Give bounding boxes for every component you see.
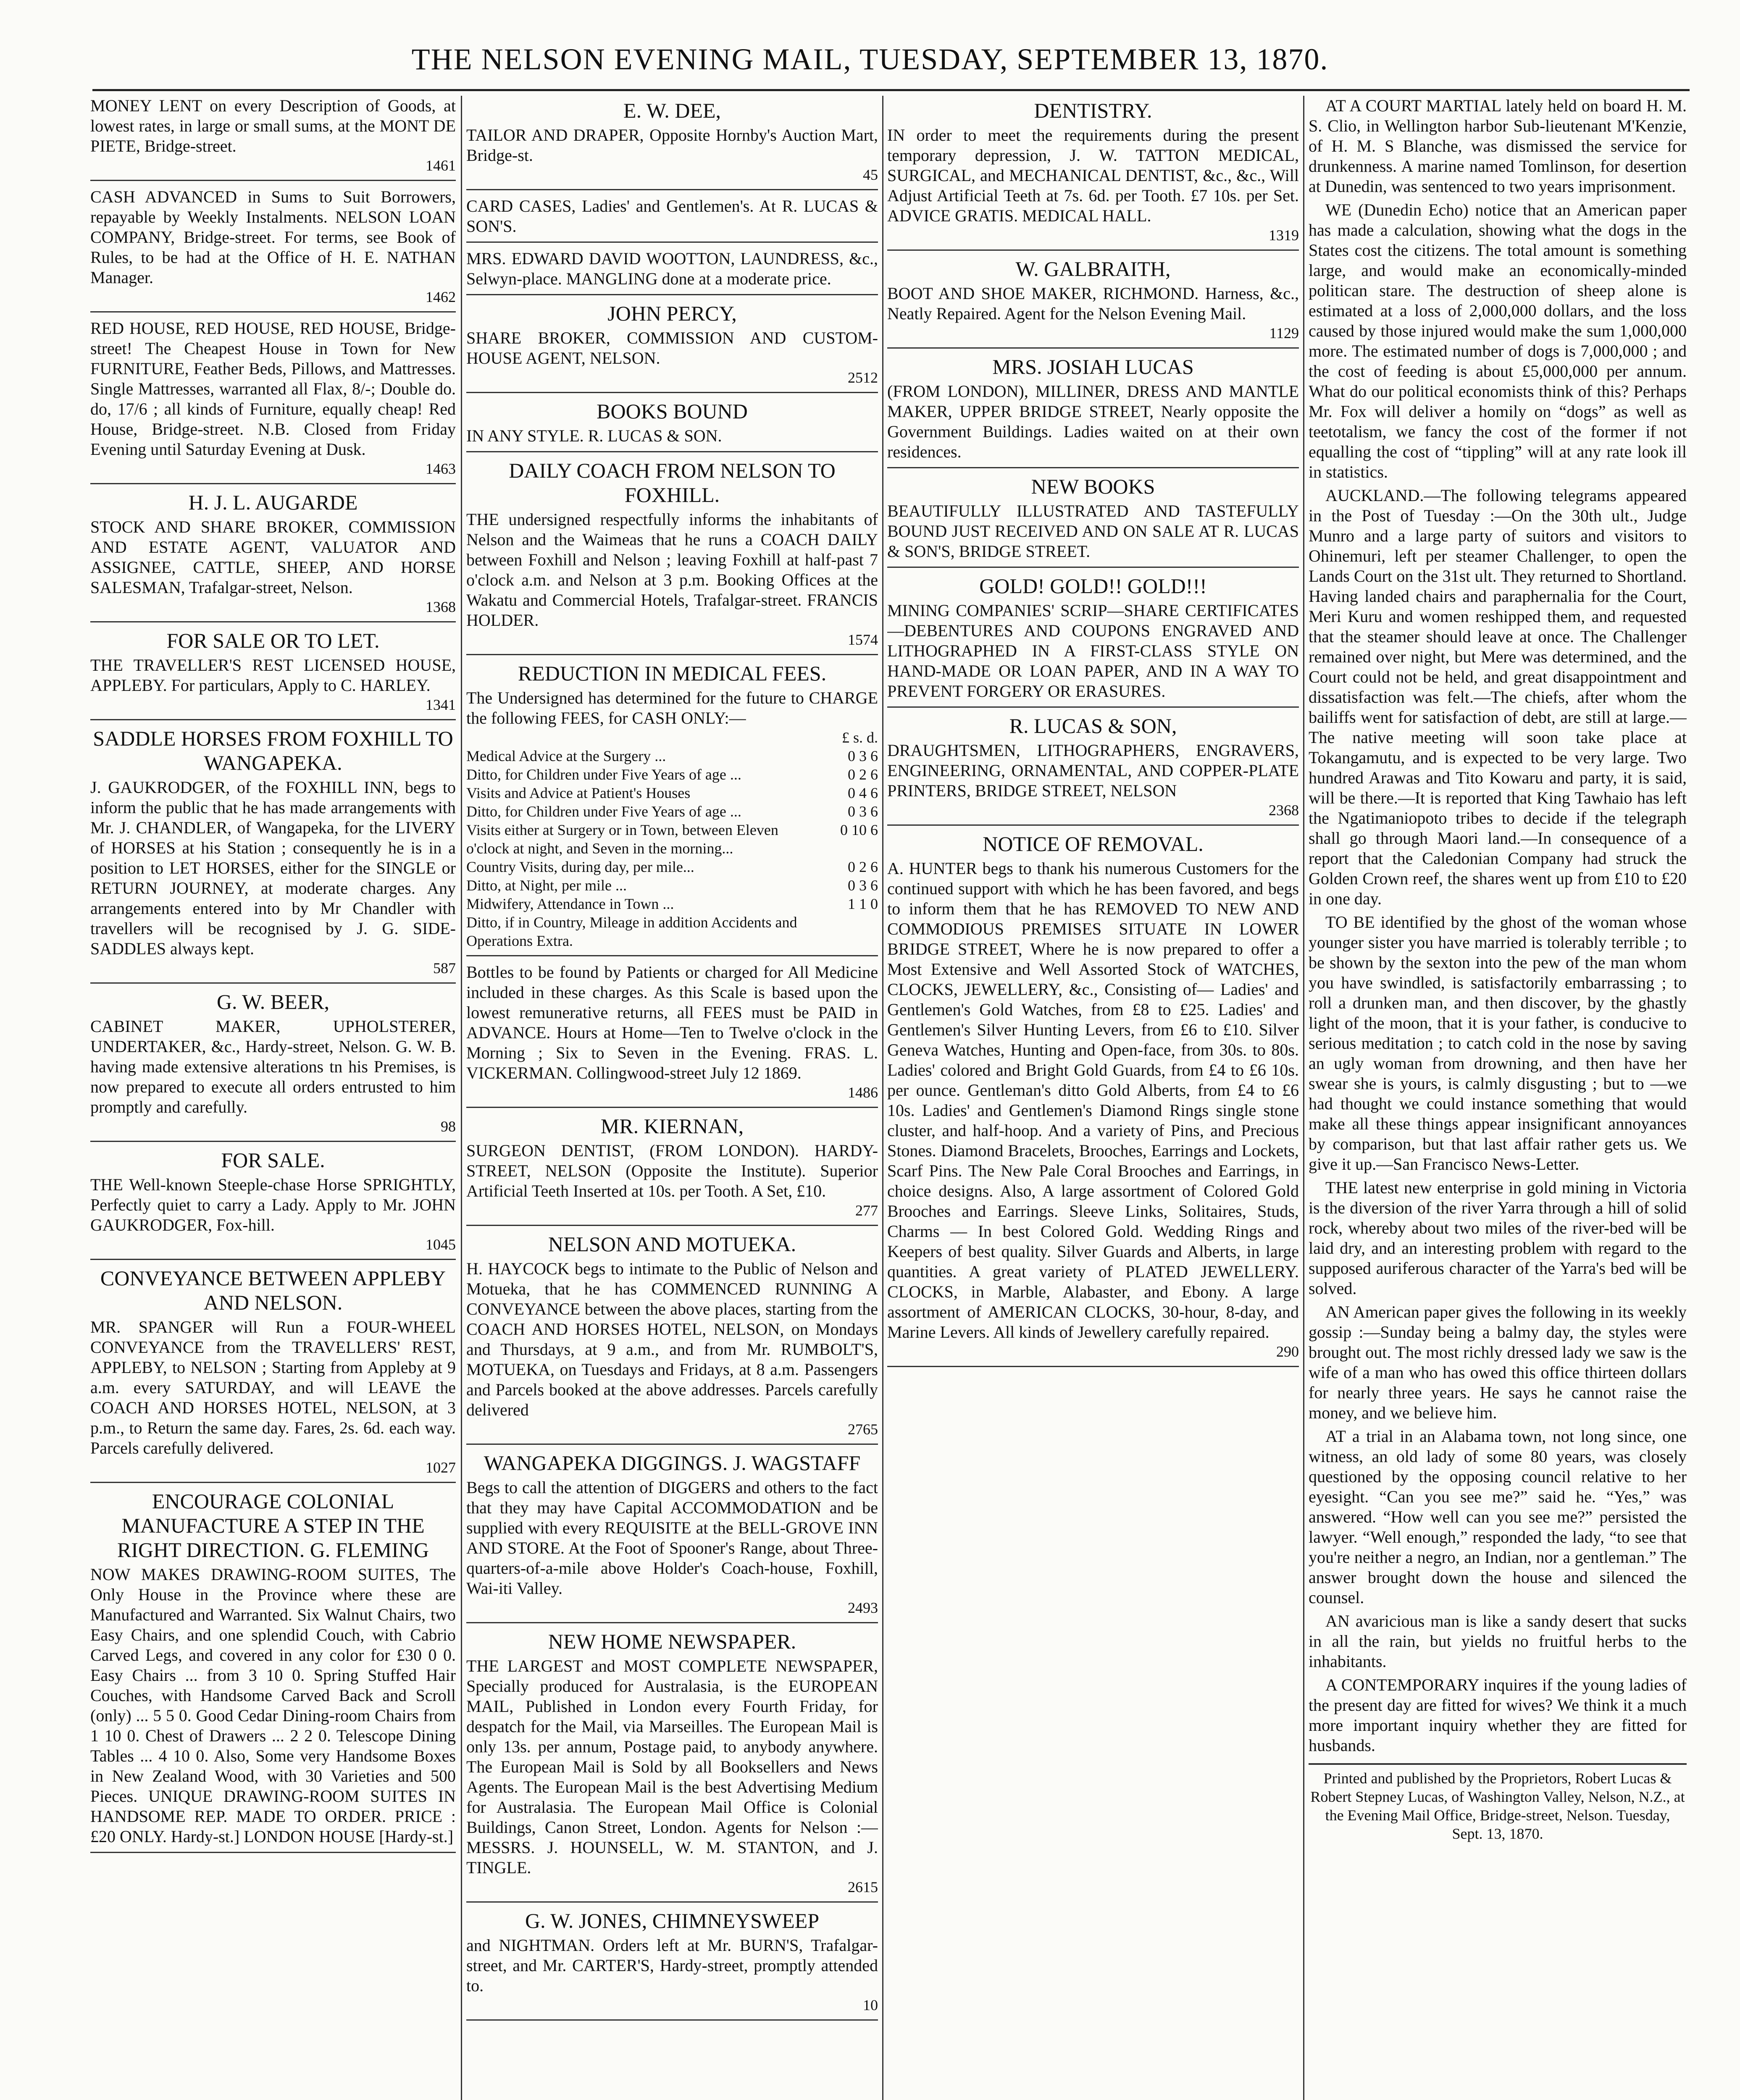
advert-heading: G. W. BEER, xyxy=(216,990,330,1013)
fee-row xyxy=(466,858,878,876)
advert-body: IN ANY STYLE. R. LUCAS & SON. xyxy=(466,426,722,445)
advertisement xyxy=(466,458,878,655)
advertisement xyxy=(90,1266,456,1483)
fee-amount: 0 3 6 xyxy=(848,748,878,764)
advert-heading: G. W. JONES, CHIMNEYSWEEP xyxy=(525,1909,820,1932)
advert-heading: GOLD! GOLD!! GOLD!!! xyxy=(979,574,1207,598)
advertisement xyxy=(466,1451,878,1623)
fee-row xyxy=(466,895,878,913)
fee-amount: 0 4 6 xyxy=(848,785,878,801)
advert-body: SHARE BROKER, COMMISSION AND CUSTOM-HOUSE AGENT, NELSON. xyxy=(466,328,878,368)
advert-heading: NEW BOOKS xyxy=(1031,475,1155,498)
advert-column-3 xyxy=(887,96,1299,2100)
fee-description: Ditto, at Night, per mile ... xyxy=(466,877,627,894)
advert-number: 1027 xyxy=(426,1459,456,1476)
advert-heading: FOR SALE OR TO LET. xyxy=(166,629,380,652)
advert-body: CASH ADVANCED in Sums to Suit Borrowers, repayable by Weekly Instalments. NELSON LOAN COMPANY, Bridge-street. For terms, see Book of Rules, to be had at the Office of H. E. NATHAN Manager. xyxy=(90,187,456,287)
fee-amount: 0 3 6 xyxy=(848,877,878,894)
advert-body: RED HOUSE, RED HOUSE, RED HOUSE, Bridge-street! The Cheapest House in Town for New FURNITURE, Feather Beds, Pillows, and Mattresses. Single Mattresses, warranted all Flax, 8/-; Double do. do, 17/6 ; all kinds of Furniture, equally cheap! Red House, Bridge-street. N.B. Closed from Friday Evening until Saturday Evening at Dusk. xyxy=(90,319,456,459)
advertisement xyxy=(887,832,1299,1367)
advert-number: 1486 xyxy=(848,1084,878,1101)
advert-number: 2615 xyxy=(848,1879,878,1895)
column-rule xyxy=(461,96,462,2100)
news-paragraph: AT a trial in an Alabama town, not long since, one witness, an old lady of some 80 years, was closely questioned by the opposing council relative to her eyesight. “Can you see me?” said he. “Yes,” was answered. “How well can you see me?” persisted the lawyer. “Well enough,” responded the lady, “to see that you're neither a negro, an Indian, nor a gentleman.” The answer brought down the house and silenced the counsel. xyxy=(1309,1427,1687,1607)
advert-number: 1045 xyxy=(426,1236,456,1253)
advert-heading: REDUCTION IN MEDICAL FEES. xyxy=(518,662,827,685)
masthead-title: THE NELSON EVENING MAIL, TUESDAY, SEPTEMBER 13, 1870. xyxy=(411,42,1329,76)
advertisement xyxy=(90,726,456,984)
column-rule xyxy=(1303,96,1304,2100)
fee-row xyxy=(466,765,878,784)
advertisement xyxy=(90,96,456,181)
advert-heading: R. LUCAS & SON, xyxy=(1009,714,1177,738)
advert-heading: NOTICE OF REMOVAL. xyxy=(983,832,1204,856)
fee-row xyxy=(466,747,878,765)
advert-number: 1368 xyxy=(426,598,456,615)
advertisement xyxy=(90,1148,456,1260)
advert-body: A. HUNTER begs to thank his numerous Customers for the continued support with which he has been favored, and begs to inform them that he has REMOVED TO NEW AND COMMODIOUS PREMISES SITUATE IN LOWER BRIDGE STREET, Where he is now prepared to offer a Most Extensive and Well Assorted Stock of WATCHES, CLOCKS, JEWELLERY, &c., Consisting of— Ladies' and Gentlemen's Gold Watches, from £8 to £25. Ladies' and Gentlemen's Silver Hunting Levers, from £6 to £10. Silver Geneva Watches, Hunting and Open-face, from 30s. to 80s. Ladies' colored and Bright Gold Guards, from £4 to £6 10s. per ounce. Gentleman's ditto Gold Alberts, from £4 to £6 10s. Ladies' and Gentlemen's Diamond Rings single stone cluster, and half-hoop. And a variety of Pins, and Precious Stones. Diamond Bracelets, Brooches, Earrings and Lockets, Scarf Pins. The New Pale Coral Brooches and Earrings, in choice designs. Also, A large assortment of Colored Gold Brooches and Earrings. Sleeve Links, Solitaires, Studs, Charms — In best Colored Gold. Wedding Rings and Keepers of best quality. Silver Guards and Alberts, in large quantities. A great variety of PLATED JEWELLERY. CLOCKS, in Marble, Alabaster, and Ebony. A large assortment of AMERICAN CLOCKS, 30-hour, 8-day, and Marine Levers. All kinds of Jewellery carefully repaired. xyxy=(887,859,1299,1341)
advertisement xyxy=(466,249,878,295)
advert-body: MRS. EDWARD DAVID WOOTTON, LAUNDRESS, &c., Selwyn-place. MANGLING done at a moderate price. xyxy=(466,249,878,288)
fee-amount xyxy=(815,913,878,950)
advert-heading: DENTISTRY. xyxy=(1034,99,1152,122)
advert-number: 1462 xyxy=(426,289,456,305)
advert-number: 2765 xyxy=(848,1421,878,1438)
fee-description: Midwifery, Attendance in Town ... xyxy=(466,895,674,912)
fee-description: Ditto, if in Country, Mileage in addition Accidents and Operations Extra. xyxy=(466,914,797,949)
advertisement xyxy=(887,574,1299,708)
advertisement xyxy=(466,1114,878,1226)
fee-row xyxy=(466,913,878,950)
advertisement xyxy=(466,1908,878,2021)
advert-heading: ENCOURAGE COLONIAL MANUFACTURE A STEP IN THE RIGHT DIRECTION. G. FLEMING xyxy=(117,1489,429,1562)
fee-row xyxy=(466,821,878,858)
advert-body: BOOT AND SHOE MAKER, RICHMOND. Harness, &c., Neatly Repaired. Agent for the Nelson Evening Mail. xyxy=(887,284,1299,323)
advert-body: J. GAUKRODGER, of the FOXHILL INN, begs to inform the public that he has made arrangements with Mr. J. CHANDLER, of Wangapeka, for the LIVERY of HORSES at his Station ; consequently he is in a position to LET HORSES, either for the SINGLE or RETURN JOURNEY, at moderate charges. Any arrangements entered into by Mr Chandler with travellers will be recognised by J. G. SIDE-SADDLES always kept. xyxy=(90,778,456,958)
advertisement xyxy=(466,301,878,393)
advertisement xyxy=(90,1489,456,1853)
advertisement xyxy=(90,628,456,720)
advert-number: 45 xyxy=(863,166,878,183)
advert-body: MINING COMPANIES' SCRIP—SHARE CERTIFICATES—DEBENTURES AND COUPONS ENGRAVED AND LITHOGRAPHED IN A FIRST-CLASS STYLE ON HAND-MADE OR LOAN PAPER, AND IN A WAY TO PREVENT FORGERY OR ERASURES. xyxy=(887,601,1299,701)
fee-description: Medical Advice at the Surgery ... xyxy=(466,748,666,764)
advert-column-2 xyxy=(466,96,878,2100)
advert-body: H. HAYCOCK begs to intimate to the Public of Nelson and Motueka, that he has COMMENCED RUNNING A CONVEYANCE between the above places, starting from the COACH AND HORSES HOTEL, NELSON, on Mondays and Thursdays, at 9 a.m., and from Mr. RUMBOLT'S, MOTUEKA, on Tuesdays and Fridays, at 8 a.m. Passengers and Parcels booked at the above addresses. Parcels carefully delivered xyxy=(466,1259,878,1419)
advert-body: BEAUTIFULLY ILLUSTRATED AND TASTEFULLY BOUND JUST RECEIVED AND ON SALE AT R. LUCAS & SON'S, BRIDGE STREET. xyxy=(887,501,1299,561)
advert-heading: JOHN PERCY, xyxy=(607,302,737,325)
advert-heading: MRS. JOSIAH LUCAS xyxy=(992,355,1194,378)
advert-body: CABINET MAKER, UPHOLSTERER, UNDERTAKER, &c., Hardy-street, Nelson. G. W. B. having made extensive alterations tn his Premises, is now prepared to execute all orders entrusted to him promptly and carefully. xyxy=(90,1017,456,1116)
advert-number: 10 xyxy=(863,1997,878,2013)
fee-table xyxy=(466,728,878,950)
fee-description: Visits either at Surgery or in Town, between Eleven o'clock at night, and Seven in the morning... xyxy=(466,822,778,857)
advert-body: Begs to call the attention of DIGGERS and others to the fact that they may have Capital ACCOMMODATION and be supplied with every REQUISITE at the BELL-GROVE INN AND STORE. At the Foot of Spooner's Range, about Three-quarters-of-a-mile above Holder's Coach-house, Foxhill, Wai-iti Valley. xyxy=(466,1478,878,1598)
advert-heading: NELSON AND MOTUEKA. xyxy=(548,1232,796,1256)
advertisement xyxy=(887,98,1299,251)
advertisement xyxy=(887,714,1299,826)
advert-body: STOCK AND SHARE BROKER, COMMISSION AND ESTATE AGENT, VALUATOR AND ASSIGNEE, CATTLE, SHEEP, AND HORSE SALESMAN, Trafalgar-street, Nelson. xyxy=(90,517,456,597)
advert-body: THE undersigned respectfully informs the inhabitants of Nelson and the Waimeas that he runs a COACH DAILY between Foxhill and Nelson ; leaving Foxhill at half-past 7 o'clock a.m. and Nelson at 3 p.m. Booking Offices at the Wakatu and Commercial Hotels, Trafalgar-street. FRANCIS HOLDER. xyxy=(466,510,878,630)
fee-description: Visits and Advice at Patient's Houses xyxy=(466,785,691,801)
fee-description: Ditto, for Children under Five Years of age ... xyxy=(466,803,741,820)
imprint-notice: Printed and published by the Proprietors, Robert Lucas & Robert Stepney Lucas, of Washington Valley, Nelson, N.Z., at the Evening Mail Office, Bridge-street, Nelson. Tuesday, Sept. 13, 1870. xyxy=(1309,1763,1687,1843)
advertisement xyxy=(466,1629,878,1903)
advertisement xyxy=(466,962,878,1108)
advertisement xyxy=(466,1232,878,1445)
advert-body: The Undersigned has determined for the future to CHARGE the following FEES, for CASH ONLY:— xyxy=(466,688,878,727)
news-paragraph: AT A COURT MARTIAL lately held on board H. M. S. Clio, in Wellington harbor Sub-lieutenant M'Kenzie, of H. M. S Blanche, was dismissed the service for drunkenness. A marine named Tomlinson, for desertion at Dunedin, was sentenced to two years imprisonment. xyxy=(1309,96,1687,196)
advert-heading: SADDLE HORSES FROM FOXHILL TO WANGAPEKA. xyxy=(93,727,453,774)
advert-number: 1341 xyxy=(426,696,456,713)
fee-table-header: £ s. d. xyxy=(841,729,878,746)
advertisement xyxy=(90,490,456,622)
advert-number: 1319 xyxy=(1269,227,1299,244)
advert-number: 587 xyxy=(433,960,456,976)
news-paragraph: THE latest new enterprise in gold mining in Victoria is the diversion of the river Yarra through a hill of solid rock, whereby about two miles of the river-bed will be laid dry, and an interesting problem with regard to the supposed auriferous character of the Yarra's bed will be solved. xyxy=(1309,1178,1687,1298)
advert-body: DRAUGHTSMEN, LITHOGRAPHERS, ENGRAVERS, ENGINEERING, ORNAMENTAL, AND COPPER-PLATE PRINTERS, BRIDGE STREET, NELSON xyxy=(887,741,1299,800)
advert-number: 2368 xyxy=(1269,802,1299,819)
advert-body: THE LARGEST and MOST COMPLETE NEWSPAPER, Specially produced for Australasia, is the EUROPEAN MAIL, Published in London every Fourth Friday, for despatch for the Mail, via Marseilles. The European Mail is only 13s. per annum, Postage paid, to anybody anywhere. The European Mail is Sold by all Booksellers and News Agents. The European Mail is the best Advertising Medium for Australasia. The European Mail Office is Colonial Buildings, Canon Street, London. Agents for Nelson :—MESSRS. J. HOUNSELL, W. M. STANTON, and J. TINGLE. xyxy=(466,1656,878,1877)
advertisement xyxy=(90,187,456,312)
advert-heading: CONVEYANCE BETWEEN APPLEBY AND NELSON. xyxy=(100,1266,446,1314)
advert-number: 1574 xyxy=(848,631,878,648)
advert-heading: DAILY COACH FROM NELSON TO FOXHILL. xyxy=(509,459,836,507)
advert-heading: MR. KIERNAN, xyxy=(600,1114,744,1138)
advert-body: and NIGHTMAN. Orders left at Mr. BURN'S, Trafalgar-street, and Mr. CARTER'S, Hardy-street, promptly attended to. xyxy=(466,1936,878,1995)
fee-description: Ditto, for Children under Five Years of age ... xyxy=(466,766,741,783)
advert-heading: BOOKS BOUND xyxy=(597,399,748,423)
advert-body: IN order to meet the requirements during the present temporary depression, J. W. TATTON MEDICAL, SURGICAL, and MECHANICAL DENTIST, &c., &c., Will Adjust Artificial Teeth at 7s. 6d. per Tooth. £7 10s. per Set. ADVICE GRATIS. MEDICAL HALL. xyxy=(887,126,1299,225)
advert-number: 2493 xyxy=(848,1599,878,1616)
advert-heading: H. J. L. AUGARDE xyxy=(188,491,358,514)
advert-heading: W. GALBRAITH, xyxy=(1015,257,1171,281)
advert-body: Bottles to be found by Patients or charged for All Medicine included in these charges. As this Scale is based upon the lowest remunerative returns, all FEES must be PAID in ADVANCE. Hours at Home—Ten to Twelve o'clock in the Morning ; Six to Seven in the Evening. FRAS. L. VICKERMAN. Collingwood-street July 12 1869. xyxy=(466,963,878,1082)
news-paragraph: A CONTEMPORARY inquires if the young ladies of the present day are fitted for wives? We think it a much more important inquiry whether they are fitted for husbands. xyxy=(1309,1675,1687,1755)
advertisement xyxy=(887,257,1299,349)
advertisement xyxy=(887,474,1299,568)
news-paragraph: AN avaricious man is like a sandy desert that sucks in all the rain, but yields no fruitful herbs to the inhabitants. xyxy=(1309,1612,1687,1671)
fee-row xyxy=(466,876,878,895)
advert-body: NOW MAKES DRAWING-ROOM SUITES, The Only House in the Province where these are Manufactured and Warranted. Six Walnut Chairs, two Easy Chairs, and one splendid Couch, with Cabrio Carved Legs, and covered in any color for £30 0 0. Easy Chairs ... from 3 10 0. Spring Stuffed Hair Couches, with Handsome Carved Back and Scroll (only) ... 5 5 0. Good Cedar Dining-room Chairs from 1 10 0. Chest of Drawers ... 2 2 0. Telescope Dining Tables ... 4 10 0. Also, Some very Handsome Boxes in New Zealand Wood, with 30 Varieties and 500 Pieces. UNIQUE DRAWING-ROOM SUITES IN HANDSOME REP. MADE TO ORDER. PRICE : £20 ONLY. Hardy-st.] LONDON HOUSE [Hardy-st.] xyxy=(90,1565,456,1846)
advert-heading: NEW HOME NEWSPAPER. xyxy=(548,1630,796,1653)
advert-heading: E. W. DEE, xyxy=(623,99,721,122)
fee-amount: 1 1 0 xyxy=(848,895,878,912)
advertisement xyxy=(466,196,878,243)
advert-body: THE Well-known Steeple-chase Horse SPRIGHTLY, Perfectly quiet to carry a Lady. Apply to Mr. JOHN GAUKRODGER, Fox-hill. xyxy=(90,1175,456,1234)
advert-body: SURGEON DENTIST, (FROM LONDON). HARDY-STREET, NELSON (Opposite the Institute). Superior Artificial Teeth Inserted at 10s. per Tooth. A Set, £10. xyxy=(466,1141,878,1200)
column-rule xyxy=(882,96,883,2100)
advert-body: MONEY LENT on every Description of Goods, at lowest rates, in large or small sums, at the MONT DE PIETE, Bridge-street. xyxy=(90,96,456,155)
fee-amount: 0 3 6 xyxy=(848,803,878,820)
advert-number: 277 xyxy=(855,1202,878,1219)
fee-amount: 0 2 6 xyxy=(848,858,878,875)
news-paragraph: AN American paper gives the following in its weekly gossip :—Sunday being a balmy day, the styles were brought out. The most richly dressed lady we saw is the wife of a man who has owed this office thirteen dollars for nearly three years. He says he cannot raise the money, and we believe him. xyxy=(1309,1302,1687,1422)
advert-body: CARD CASES, Ladies' and Gentlemen's. At R. LUCAS & SON'S. xyxy=(466,197,878,236)
fee-description: Country Visits, during day, per mile... xyxy=(466,858,694,875)
advertisement xyxy=(466,399,878,452)
news-paragraph: TO BE identified by the ghost of the woman whose younger sister you have married is tolerably terrible ; to be shown by the sexton into the pew of the man whom you have swindled, is satisfactorily embarrassing ; to roll a drunken man, and then discover, by the ghastly light of the moon, that it is your father, is conducive to serious meditation ; to catch cold in the nose by saving an ugly woman from drowning, and then have her swear she is yours, is calmly disgusting ; but to —we had thought we could instance something that would make all these things appear insignificant annoyances by comparison, but that last affair rather gets us. We give it up.—San Francisco News-Letter. xyxy=(1309,913,1687,1173)
fee-row xyxy=(466,802,878,821)
advert-number: 1461 xyxy=(426,157,456,174)
advertisement xyxy=(90,318,456,484)
advert-number: 290 xyxy=(1276,1343,1299,1360)
advert-number: 1129 xyxy=(1269,325,1299,341)
advertisement xyxy=(466,98,878,190)
advert-heading: WANGAPEKA DIGGINGS. J. WAGSTAFF xyxy=(484,1451,861,1475)
advert-number: 1463 xyxy=(426,460,456,477)
advertisement xyxy=(887,354,1299,468)
advert-heading: FOR SALE. xyxy=(221,1148,325,1172)
advert-body: MR. SPANGER will Run a FOUR-WHEEL CONVEYANCE from the TRAVELLERS' REST, APPLEBY, to NELSON ; Starting from Appleby at 9 a.m. every SATURDAY, and will LEAVE the COACH AND HORSES HOTEL, NELSON, at 3 p.m., to Return the same day. Fares, 2s. 6d. each way. Parcels carefully delivered. xyxy=(90,1318,456,1457)
advert-body: THE TRAVELLER'S REST LICENSED HOUSE, APPLEBY. For particulars, Apply to C. HARLEY. xyxy=(90,656,456,695)
news-column xyxy=(1309,96,1687,2100)
fee-amount: 0 2 6 xyxy=(848,766,878,783)
advertisement xyxy=(466,661,878,956)
advert-body: TAILOR AND DRAPER, Opposite Hornby's Auction Mart, Bridge-st. xyxy=(466,126,878,165)
masthead-rule xyxy=(92,89,1690,91)
fee-amount: 0 10 6 xyxy=(840,822,878,838)
advert-number: 98 xyxy=(441,1118,456,1135)
advert-number: 2512 xyxy=(848,369,878,386)
advert-body: (FROM LONDON), MILLINER, DRESS AND MANTLE MAKER, UPPER BRIDGE STREET, Nearly opposite the Government Buildings. Ladies waited on at their own residences. xyxy=(887,382,1299,461)
advertisement xyxy=(90,990,456,1142)
news-paragraph: WE (Dunedin Echo) notice that an American paper has made a calculation, showing what the dogs in the States cost the citizens. The total amount is something large, and would make an economically-minded politican stare. The destruction of sheep alone is estimated at a loss of 2,000,000 dollars, and the loss caused by those injured would make the sum 1,000,000 more. The estimated number of dogs is 7,000,000 ; and the cost of feeding is about £5,000,000 per annum. What do our political economists think of this? Perhaps Mr. Fox will deliver a homily on “dogs” as well as teetotalism, we fancy the cost of the former if not equalling the cost of “tippling” will at any rate look ill in statistics. xyxy=(1309,200,1687,481)
advert-column-1 xyxy=(90,96,456,2100)
news-paragraph: AUCKLAND.—The following telegrams appeared in the Post of Tuesday :—On the 30th ult., Judge Munro and a large party of suitors and visitors to Ohinemuri, left per steamer Challenger, to open the Lands Court on the 31st ult. They returned to Shortland. Having landed chairs and paraphernalia for the Court, Meri Kuru and women reshipped them, and requested that the steamer should leave at once. The Challenger remained over night, but Mere was determined, and the Court could not be held, and great disappointment and dissatisfaction was felt.—The chiefs, after whom the bailiffs went for satisfaction of debt, are still at large.—The native meeting will soon take place at Tokangamutu, and is expected to be very large. Two hundred Arawas and Tito Kowaru and party, it is said, will be there.—It is reported that King Tawhaio has left the Ngatimaniopoto tribes to decide if the telegraph shall go through Maori land.—In consequence of a report that the Caledonian Company had struck the Golden Crown reef, the shares went up from £10 to £20 in one day. xyxy=(1309,486,1687,908)
fee-row xyxy=(466,784,878,802)
